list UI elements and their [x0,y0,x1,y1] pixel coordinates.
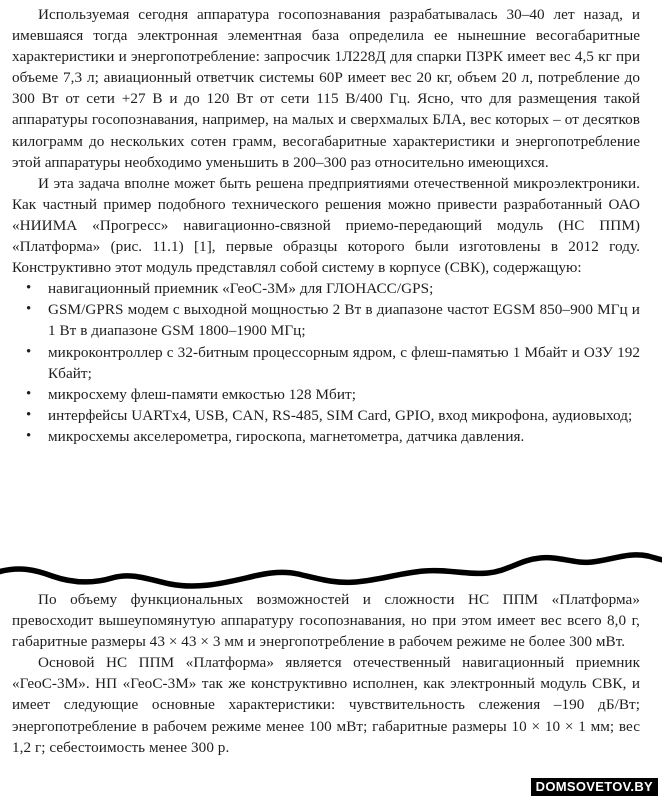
paragraph-background: Используемая сегодня аппаратура госопознавания разрабатывалась 30–40 лет назад, и имевшаяся тогда электронная элементная база определила ее нынешние весогабаритные характеристики и энергопотребление: запросчик 1Л228Д для спарки ПЗРК имеет вес 4,5 кг при объеме 7,3 л; авиационный ответчик системы 60Р имеет вес 20 кг, объем 20 л, потребление до 300 Вт от сети +27 В и до 120 Вт от сети 115 В/400 Гц. Ясно, что для размещения такой аппаратуры госопознавания, например, на малых и сверхмалых БЛА, вес которых – от десятков килограмм до нескольких сотен грамм, весогабаритные характеристики и энергопотребление этой аппаратуры необходимо уменьшить в 200–300 раз относительно имеющихся. [12,6,640,171]
list-item-text: микросхемы акселерометра, гироскопа, магнетометра, датчика давления. [48,427,525,445]
bullet-icon: • [26,427,32,444]
module-components-list [12,278,640,447]
list-item [12,342,640,384]
site-watermark: DOMSOVETOV.BY [531,778,658,796]
list-item-text: GSM/GPRS модем с выходной мощностью 2 Вт в диапазоне частот EGSM 850–900 МГц и 1 Вт в диапазоне GSM 1800–1900 МГц; [48,301,640,340]
tear-line [0,555,662,586]
paragraph-module-intro: И эта задача вполне может быть решена предприятиями отечественной микроэлектроники. Как частный пример подобного технического решения можно привести разработанный ОАО «НИИМА «Прогресс» навигационно-связной приемо-передающий модуль (НС ППМ) «Платформа» (рис. 11.1) [1], первые образцы которого были изготовлены в 2012 году. Конструктивно этот модуль представлял собой систему в корпусе (СВК), содержащую: [12,174,640,277]
bullet-icon: • [26,406,32,423]
lower-text-block [12,589,640,758]
paragraph-comparison: По объему функциональных возможностей и сложности НС ППМ «Платформа» превосходит вышеупомянутую аппаратуру госопознавания, но при этом имеет вес всего 8,0 г, габаритные размеры 43 × 43 × 3 мм и энергопотребление в рабочем режиме не более 300 мВт. [12,591,640,651]
list-item [12,299,640,341]
list-item [12,426,640,447]
bullet-icon: • [26,280,32,297]
list-item-text: микросхему флеш-памяти емкостью 128 Мбит; [48,385,356,403]
list-item-text: интерфейсы UARTх4, USB, CAN, RS-485, SIM Card, GPIO, вход микрофона, аудиовыход; [48,406,633,424]
bullet-icon: • [26,343,32,360]
list-item [12,384,640,405]
upper-text-block [12,4,640,447]
bullet-icon: • [26,385,32,402]
torn-page-divider [0,548,662,590]
list-item-text: навигационный приемник «ГеоС-3М» для ГЛОНАСС/GPS; [48,280,434,298]
bullet-icon: • [26,301,32,318]
list-item [12,278,640,299]
list-item-text: микроконтроллер с 32-битным процессорным ядром, с флеш-памятью 1 Мбайт и ОЗУ 192 Кбайт; [48,343,640,382]
paragraph-receiver-specs: Основой НС ППМ «Платформа» является отечественный навигационный приемник «ГеоС-3М». НП «ГеоС-3М» так же конструктивно исполнен, как электронный модуль СВК, и имеет следующие основные характеристики: чувствительность слежения –190 дБ/Вт; энергопотребление в рабочем режиме менее 100 мВт; габаритные размеры 10 × 10 × 1 мм; вес 1,2 г; себестоимость менее 300 р. [12,654,640,756]
list-item [12,405,640,426]
